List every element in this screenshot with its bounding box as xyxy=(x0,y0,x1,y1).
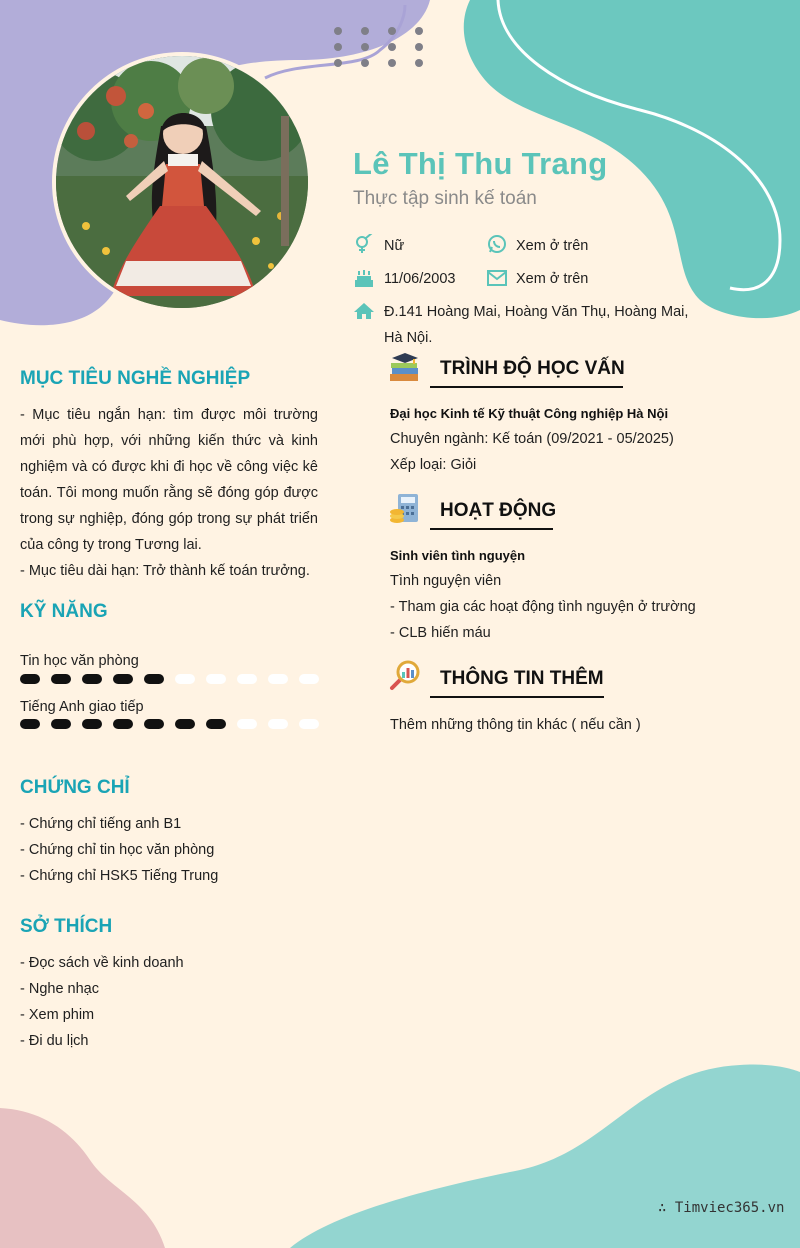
skill-dash-empty xyxy=(299,674,319,684)
skill-dash-empty xyxy=(175,674,195,684)
skill-dash-empty xyxy=(237,674,257,684)
skill-level-bar xyxy=(20,674,319,686)
skill-dash-filled xyxy=(113,719,133,729)
skill-dash-filled xyxy=(144,719,164,729)
education-heading-underline xyxy=(430,386,623,388)
list-item: - Chứng chỉ HSK5 Tiếng Trung xyxy=(20,868,219,884)
skill-dash-filled xyxy=(20,674,40,684)
home-icon xyxy=(353,301,375,321)
skill-dash-filled xyxy=(206,719,226,729)
list-item: - Nghe nhạc xyxy=(20,981,99,997)
activity-item: - Tham gia các hoạt động tình nguyện ở trường xyxy=(390,599,696,615)
skill-dash-empty xyxy=(268,719,288,729)
skill-dash-filled xyxy=(175,719,195,729)
activity-role: Tình nguyện viên xyxy=(390,573,502,589)
list-item: - Xem phim xyxy=(20,1007,95,1023)
list-item: - Đi du lịch xyxy=(20,1033,89,1049)
contact-gender: Nữ xyxy=(384,238,405,254)
birthday-cake-icon xyxy=(353,268,375,288)
gender-icon xyxy=(353,234,375,254)
skill-name: Tin học văn phòng xyxy=(20,653,139,669)
skill-dash-empty xyxy=(268,674,288,684)
teal-bottom-blob xyxy=(290,1065,800,1248)
activity-title: Sinh viên tình nguyện xyxy=(390,548,526,563)
activities-heading-underline xyxy=(430,528,553,530)
activity-item: - CLB hiến máu xyxy=(390,625,491,641)
whatsapp-icon xyxy=(486,234,508,254)
education-grade: Xếp loại: Giỏi xyxy=(390,457,477,473)
contact-address-line1: Đ.141 Hoàng Mai, Hoàng Văn Thụ, Hoàng Mai, xyxy=(384,304,689,320)
education-heading: TRÌNH ĐỘ HỌC VẤN xyxy=(440,358,625,379)
objective-long-term: - Mục tiêu dài hạn: Trở thành kế toán trưởng. xyxy=(20,563,310,579)
skill-dash-filled xyxy=(51,674,71,684)
brand-watermark: ∴ Timviec365.vn xyxy=(658,1200,785,1216)
certificates-list xyxy=(20,811,218,889)
extra-info-heading: THÔNG TIN THÊM xyxy=(440,668,604,689)
objective-short-term: - Mục tiêu ngắn hạn: tìm được môi trường mới phù hợp, với những kiến thức và kinh nghiệm và có được khi đi học về công việc kê toán. Tôi mong muốn rằng sẽ đóng góp được trong sự nghiệp, đóng góp trong sự phát triển của công ty trong Tương lai. xyxy=(20,407,318,553)
candidate-role: Thực tập sinh kế toán xyxy=(353,188,537,209)
skill-dash-filled xyxy=(82,719,102,729)
graduation-books-icon xyxy=(388,350,422,384)
skill-dash-filled xyxy=(51,719,71,729)
list-item: - Đọc sách về kinh doanh xyxy=(20,955,184,971)
contact-email: Xem ở trên xyxy=(516,271,589,287)
extra-info-heading-underline xyxy=(430,696,604,698)
list-item: - Chứng chỉ tiếng anh B1 xyxy=(20,816,182,832)
dot-grid-decoration xyxy=(330,24,430,70)
skill-dash-filled xyxy=(144,674,164,684)
magnifier-chart-icon xyxy=(388,658,422,692)
skill-dash-filled xyxy=(20,719,40,729)
hobbies-heading: SỞ THÍCH xyxy=(20,916,113,937)
extra-info-text: Thêm những thông tin khác ( nếu cần ) xyxy=(390,717,641,733)
calculator-coins-icon xyxy=(388,492,422,526)
email-icon xyxy=(486,268,508,288)
skill-dash-empty xyxy=(206,674,226,684)
hobbies-list xyxy=(20,950,184,1054)
skill-dash-filled xyxy=(113,674,133,684)
skills-heading: KỸ NĂNG xyxy=(20,601,108,622)
education-school: Đại học Kinh tế Kỹ thuật Công nghiệp Hà Nội xyxy=(390,406,669,421)
contact-address-line2: Hà Nội. xyxy=(384,330,433,346)
skill-dash-filled xyxy=(82,674,102,684)
skill-level-bar xyxy=(20,719,319,731)
contact-phone: Xem ở trên xyxy=(516,238,589,254)
profile-photo xyxy=(52,52,312,312)
objective-heading: MỤC TIÊU NGHỀ NGHIỆP xyxy=(20,368,251,389)
contact-birthday: 11/06/2003 xyxy=(384,271,456,287)
activities-heading: HOẠT ĐỘNG xyxy=(440,500,557,521)
list-item: - Chứng chỉ tin học văn phòng xyxy=(20,842,215,858)
skill-dash-empty xyxy=(237,719,257,729)
pink-bottom-blob xyxy=(0,1108,165,1248)
certificates-heading: CHỨNG CHỈ xyxy=(20,777,130,798)
skill-name: Tiếng Anh giao tiếp xyxy=(20,699,144,715)
education-major: Chuyên ngành: Kế toán (09/2021 - 05/2025) xyxy=(390,431,674,447)
skill-dash-empty xyxy=(299,719,319,729)
candidate-name: Lê Thị Thu Trang xyxy=(353,146,608,181)
